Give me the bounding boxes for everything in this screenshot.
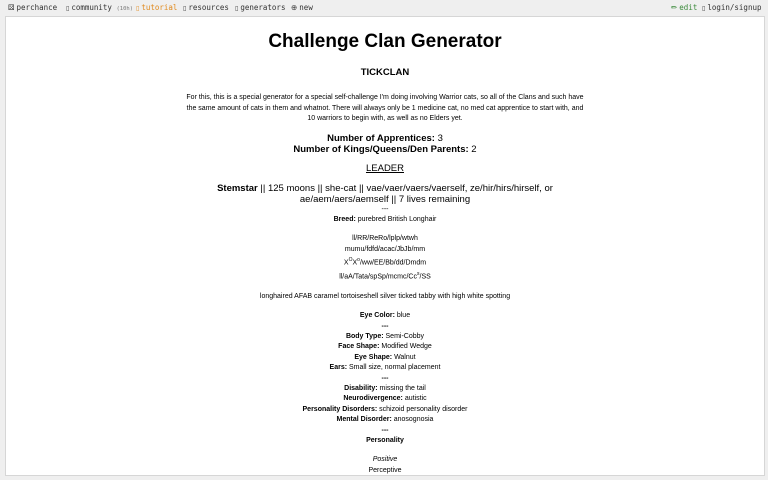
face-shape-row: Face Shape: Modified Wedge (338, 343, 432, 351)
separator: --- (381, 426, 389, 434)
trait-item: Perceptive (368, 466, 402, 474)
book-icon: ▯ (136, 5, 140, 12)
separator: --- (381, 322, 389, 330)
edit-link[interactable]: ✏ edit (671, 3, 698, 12)
clan-counts (185, 133, 585, 155)
body-type-row: Body Type: Semi-Cobby (345, 332, 425, 340)
new-link[interactable]: ⊕ new (291, 3, 313, 12)
login-link[interactable]: ▯ login/signup (702, 3, 762, 12)
top-nav (0, 0, 768, 16)
users-icon: ▯ (66, 5, 70, 12)
list-icon: ▯ (235, 5, 239, 12)
login-icon: ▯ (702, 5, 706, 12)
description: For this, this is a special generator for a special self-challenge I'm doing involving Warrior cats, so all of the Clans and such have the same amount of cats in them and whatnot. There will always only be 1 medicine cat, no med cat apprentice to start with, and 10 warriors to begin with, as well as no Elders yet. (186, 94, 584, 122)
leader-name: Stemstar (217, 182, 258, 194)
tutorial-link[interactable]: ▯ tutorial (136, 3, 178, 12)
disability-row: Disability: missing the tail (344, 384, 426, 392)
ears-row: Ears: Small size, normal placement (329, 364, 441, 372)
leader-summary: Stemstar || 125 moons || she-cat || vae/vaer/vaers/vaerself, ze/hir/hirs/hirself, or ae/aem/aers/aemself || 7 lives remaining (217, 182, 553, 205)
leader-heading: LEADER (365, 162, 404, 174)
generators-link[interactable]: ▯ generators (235, 3, 286, 12)
personality-disorder-row: Personality Disorders: schizoid personality disorder (302, 405, 468, 413)
community-badge: (10h) (116, 6, 134, 12)
community-link[interactable]: ▯ community (10h) (66, 3, 134, 12)
separator: --- (381, 205, 389, 213)
generator-output (185, 31, 585, 476)
mental-disorder-row: Mental Disorder: anosognosia (336, 416, 434, 424)
book-icon: ▯ (183, 5, 187, 12)
clan-name: TICKCLAN (360, 67, 410, 78)
pencil-icon: ✏ (671, 3, 678, 12)
breed-row: Breed: purebred British Longhair (333, 215, 437, 223)
eye-shape-row: Eye Shape: Walnut (354, 353, 416, 361)
home-link[interactable]: ⚄ perchance (8, 3, 58, 12)
positive-heading: Positive (372, 456, 398, 464)
generator-panel (5, 16, 765, 476)
neurodivergence-row: Neurodivergence: autistic (343, 395, 427, 403)
apprentices-row: Number of Apprentices: 3 (327, 132, 443, 144)
eye-color-row: Eye Color: blue (359, 312, 411, 320)
genetics-block: ll/RR/ReRo/lplp/wtwh mumu/fdfd/acac/JbJb/mm $X^OX^o/ww/EE/Bb/dd$/Dmdm ll/aA/Tata/spSp/mcmc/Cc$^s$/SS (339, 235, 431, 281)
appearance: longhaired AFAB caramel tortoiseshell silver ticked tabby with high white spotting (259, 292, 511, 300)
page-title: Challenge Clan Generator (268, 31, 502, 52)
resources-link[interactable]: ▯ resources (183, 3, 229, 12)
kings-row: Number of Kings/Queens/Den Parents: 2 (293, 143, 477, 155)
plus-circle-icon: ⊕ (291, 3, 298, 12)
separator: --- (381, 374, 389, 382)
dice-icon: ⚄ (8, 3, 15, 12)
personality-heading: Personality (366, 436, 404, 444)
